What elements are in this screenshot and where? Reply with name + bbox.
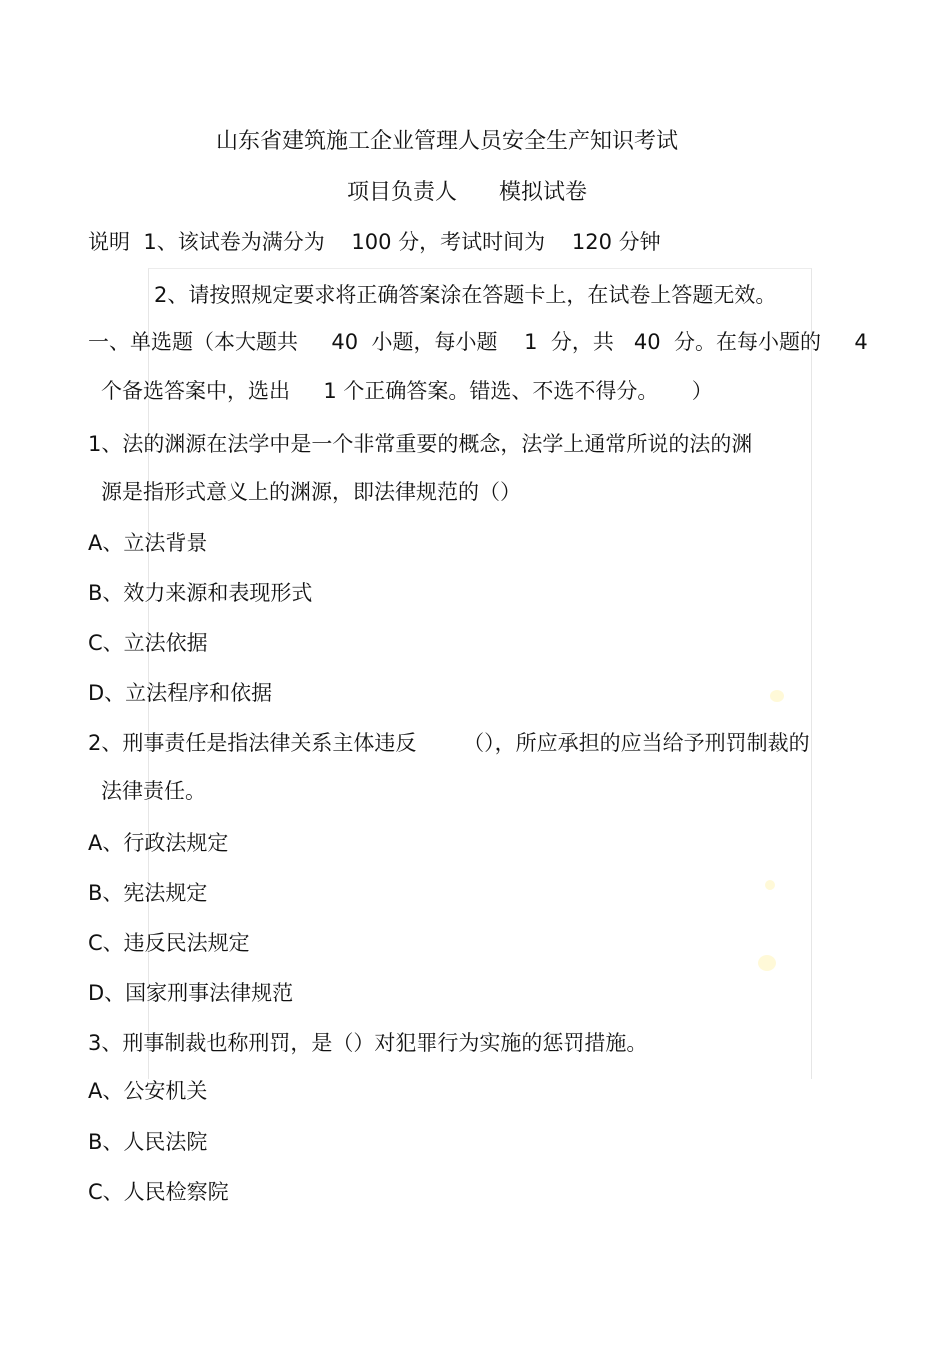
question-3-option-c: C、人民检察院 — [88, 1180, 229, 1204]
question-2-option-a: A、行政法规定 — [88, 831, 229, 855]
scan-spot — [770, 690, 784, 702]
section-heading-line-1: 一、单选题（本大题共 40 小题，每小题 1 分，共 40 分。在每小题的 4 — [88, 330, 868, 354]
scan-spot — [765, 880, 775, 890]
question-2-line-2: 法律责任。 — [101, 779, 206, 803]
question-2-line-1: 2、刑事责任是指法律关系主体违反 （），所应承担的应当给予刑罚制裁的 — [88, 731, 810, 755]
instruction-line-2: 2、请按照规定要求将正确答案涂在答题卡上，在试卷上答题无效。 — [154, 283, 777, 307]
question-1-option-a: A、立法背景 — [88, 531, 208, 555]
question-3-option-a: A、公安机关 — [88, 1079, 208, 1103]
section-heading-line-2: 个备选答案中，选出 1 个正确答案。错选、不选不得分。 ） — [101, 379, 713, 403]
question-1-option-c: C、立法依据 — [88, 631, 208, 655]
question-1-option-d: D、立法程序和依据 — [88, 681, 273, 705]
question-1-option-b: B、效力来源和表现形式 — [88, 581, 313, 605]
question-1-line-1: 1、法的渊源在法学中是一个非常重要的概念，法学上通常所说的法的渊 — [88, 432, 753, 456]
question-2-option-b: B、宪法规定 — [88, 881, 208, 905]
question-1-line-2: 源是指形式意义上的渊源，即法律规范的（） — [101, 480, 521, 504]
question-3-line-1: 3、刑事制裁也称刑罚，是（）对犯罪行为实施的惩罚措施。 — [88, 1031, 648, 1055]
exam-title: 山东省建筑施工企业管理人员安全生产知识考试 — [216, 129, 679, 154]
question-3-option-b: B、人民法院 — [88, 1130, 208, 1154]
exam-subtitle: 项目负责人 模拟试卷 — [347, 180, 587, 205]
instruction-line-1: 说明 1、该试卷为满分为 100 分，考试时间为 120 分钟 — [88, 230, 661, 254]
scan-spot — [758, 955, 776, 971]
question-2-option-c: C、违反民法规定 — [88, 931, 250, 955]
question-2-option-d: D、国家刑事法律规范 — [88, 981, 294, 1005]
